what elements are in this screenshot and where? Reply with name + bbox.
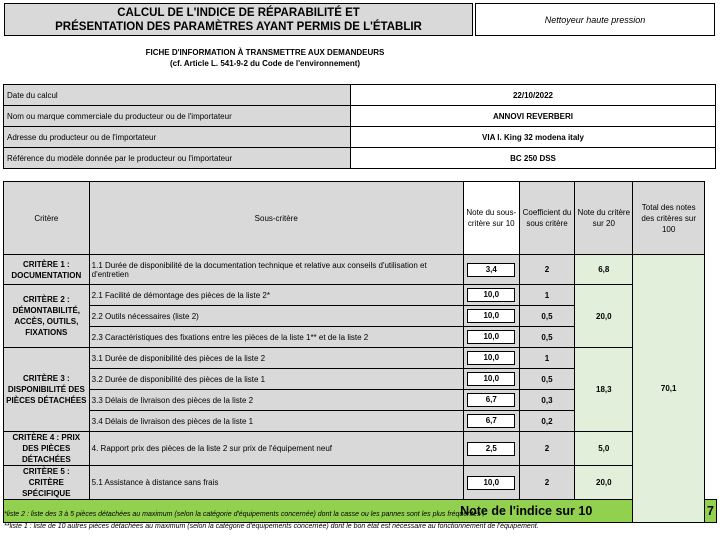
col-critere: Critère: [4, 182, 90, 255]
col-coef: Coefficient du sous critère: [519, 182, 575, 255]
subcriterion-note-cell: [463, 432, 519, 466]
subcriterion-label: 4. Rapport prix des pièces de la liste 2 sur prix de l'équipement neuf: [89, 432, 463, 466]
subcriterion-note: 6,7: [467, 393, 515, 407]
subcriterion-note: 10,0: [467, 351, 515, 365]
title-line-2: PRÉSENTATION DES PARAMÈTRES AYANT PERMIS DE L'ÉTABLIR: [55, 20, 422, 33]
col-sous-critere: Sous-critère: [89, 182, 463, 255]
info-label: Date du calcul: [4, 85, 351, 106]
subcriterion-coef: 2: [519, 466, 575, 500]
subcriterion-note: 10,0: [467, 309, 515, 323]
subcriterion-label: 3.2 Durée de disponibilité des pièces de la liste 1: [89, 369, 463, 390]
document-title: [4, 3, 473, 36]
subcriterion-label: 2.1 Facilité de démontage des pièces de la liste 2*: [89, 285, 463, 306]
info-value: ANNOVI REVERBERI: [351, 106, 716, 127]
info-value: BC 250 DSS: [351, 148, 716, 169]
criterion-note: 20,0: [575, 466, 633, 500]
col-total: Total des notes des critères sur 100: [633, 182, 705, 255]
product-type: Nettoyeur haute pression: [475, 3, 715, 36]
subcriterion-coef: 2: [519, 432, 575, 466]
fiche-heading: [0, 47, 530, 69]
subcriterion-note: 2,5: [467, 442, 515, 456]
info-row-reference: [4, 148, 716, 169]
header-row: [4, 182, 717, 255]
subcriterion-coef: 0,5: [519, 369, 575, 390]
criterion-name: CRITÈRE 5 : CRITÈRE SPÉCIFIQUE: [4, 466, 90, 500]
table-row: [4, 432, 717, 466]
criterion-name: CRITÈRE 3 : DISPONIBILITÉ DES PIÈCES DÉTACHÉES: [4, 348, 90, 432]
subcriterion-label: 2.2 Outils nécessaires (liste 2): [89, 306, 463, 327]
criterion-name: CRITÈRE 4 : PRIX DES PIÈCES DÉTACHÉES: [4, 432, 90, 466]
title-line-1: CALCUL DE L'INDICE DE RÉPARABILITÉ ET: [117, 6, 360, 19]
info-label: Référence du modèle donnée par le producteur ou l'importateur: [4, 148, 351, 169]
indice-value: 7: [705, 500, 717, 523]
criterion-name: CRITÈRE 2 : DÉMONTABILITÉ, ACCÈS, OUTILS, FIXATIONS: [4, 285, 90, 348]
col-note-critere: Note du critère sur 20: [575, 182, 633, 255]
subcriterion-note-cell: [463, 411, 519, 432]
table-row: [4, 285, 717, 306]
total-score: 70,1: [633, 255, 705, 523]
subcriterion-label: 3.1 Durée de disponibilité des pièces de la liste 2: [89, 348, 463, 369]
subcriterion-note-cell: [463, 369, 519, 390]
col-note-sous: Note du sous-critère sur 10: [463, 182, 519, 255]
subcriterion-label: 3.3 Délais de livraison des pièces de la liste 2: [89, 390, 463, 411]
info-value: VIA l. King 32 modena italy: [351, 127, 716, 148]
subcriterion-note: 6,7: [467, 414, 515, 428]
subcriterion-note-cell: [463, 255, 519, 285]
info-label: Adresse du producteur ou de l'importateur: [4, 127, 351, 148]
info-row-date: [4, 85, 716, 106]
criterion-note: 18,3: [575, 348, 633, 432]
footnote-liste2: *liste 2 : liste des 3 à 5 pièces détachées au maximum (selon la catégorie d'équipements concernée) dont la casse ou les pannes sont les plus fréquentes ;: [4, 511, 485, 518]
subcriterion-note-cell: [463, 327, 519, 348]
subcriterion-note-cell: [463, 285, 519, 306]
subcriterion-coef: 0,3: [519, 390, 575, 411]
info-row-brand: [4, 106, 716, 127]
subcriterion-note: 10,0: [467, 288, 515, 302]
subcriterion-coef: 1: [519, 285, 575, 306]
subcriterion-coef: 2: [519, 255, 575, 285]
table-row: [4, 255, 717, 285]
indice-label: Note de l'indice sur 10: [4, 500, 633, 523]
subcriterion-label: 2.3 Caractéristiques des fixations entre les pièces de la liste 1** et de la liste 2: [89, 327, 463, 348]
fiche-line-2: (cf. Article L. 541-9-2 du Code de l'environnement): [169, 59, 361, 68]
table-row: [4, 466, 717, 500]
info-table: [3, 84, 716, 169]
criterion-note: 20,0: [575, 285, 633, 348]
info-value: 22/10/2022: [351, 85, 716, 106]
subcriterion-label: 5.1 Assistance à distance sans frais: [89, 466, 463, 500]
subcriterion-note-cell: [463, 390, 519, 411]
subcriterion-label: 3.4 Délais de livraison des pièces de la liste 1: [89, 411, 463, 432]
criterion-note: 6,8: [575, 255, 633, 285]
subcriterion-note: 10,0: [467, 476, 515, 490]
subcriterion-coef: 0,5: [519, 327, 575, 348]
subcriterion-note-cell: [463, 466, 519, 500]
footnote-liste1: **liste 1 : liste de 10 autres pièces détachées au maximum (selon la catégorie d'équipements concernée) dont le bon état est nécessaire au fonctionnement de l'équipement.: [4, 523, 539, 530]
fiche-line-1: FICHE D'INFORMATION À TRANSMETTRE AUX DEMANDEURS: [145, 48, 385, 57]
subcriterion-coef: 0,5: [519, 306, 575, 327]
subcriterion-note-cell: [463, 348, 519, 369]
subcriterion-note: 10,0: [467, 372, 515, 386]
table-row: [4, 348, 717, 369]
subcriterion-label: 1.1 Durée de disponibilité de la documentation technique et relative aux conseils d'utilisation et d'entretien: [89, 255, 463, 285]
info-label: Nom ou marque commerciale du producteur ou de l'importateur: [4, 106, 351, 127]
subcriterion-note: 10,0: [467, 330, 515, 344]
criterion-name: CRITÈRE 1 : DOCUMENTATION: [4, 255, 90, 285]
subcriterion-note-cell: [463, 306, 519, 327]
subcriterion-note: 3,4: [467, 263, 515, 277]
subcriterion-coef: 1: [519, 348, 575, 369]
subcriterion-coef: 0,2: [519, 411, 575, 432]
info-row-address: [4, 127, 716, 148]
criterion-note: 5,0: [575, 432, 633, 466]
score-table: [3, 181, 717, 523]
